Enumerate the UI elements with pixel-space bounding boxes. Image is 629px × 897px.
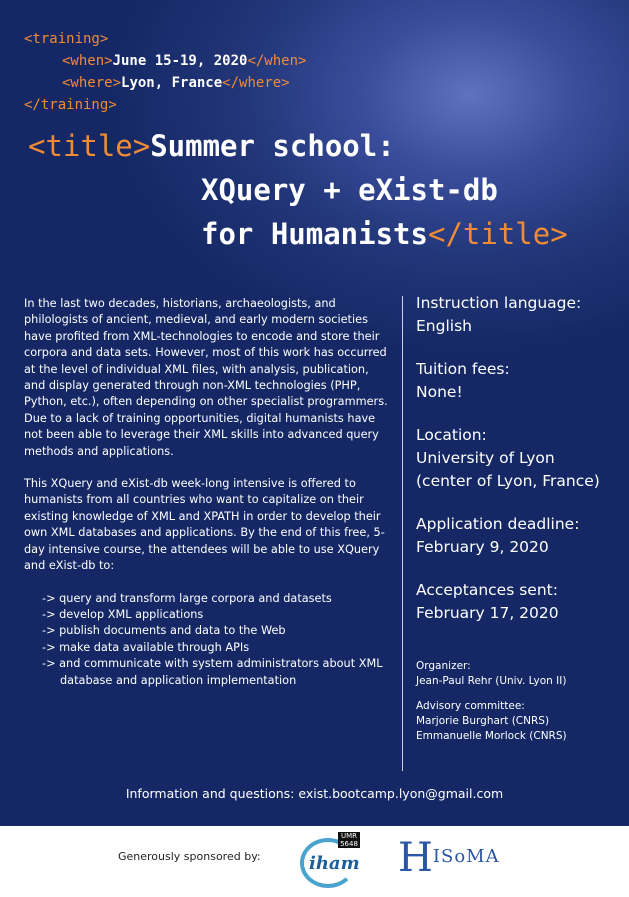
event-xml-header — [24, 28, 306, 116]
contact-line: Information and questions: exist.bootcamp.lyon@gmail.com — [125, 786, 504, 801]
umr-badge: UMR 5648 — [338, 832, 360, 848]
poster-title — [28, 124, 568, 256]
advisory-committee: Advisory committee: Marjorie Burghart (CNRS) Emmanuelle Morlock (CNRS) — [416, 700, 567, 742]
iham-logo: iham UMR 5648 — [300, 832, 362, 888]
when-line: <when>June 15-19, 2020</when> — [62, 53, 307, 69]
description-column — [24, 296, 390, 689]
paragraph-intro: In the last two decades, historians, archaeologists, and philologists of ancient, medieval, and early modern societies have profited from XML-technologies to encode and store their corpora and data sets. However, most of this work has occurred at the level of individual XML files, with analysis, publication, and display generated through non-XML technologies (PHP, Python, etc.), often depending on other specialist programmers. Due to a lack of training opportunities, digital humanists have not been able to leverage their XML skills into advanced query methods and applications. — [24, 297, 388, 458]
info-column — [416, 292, 622, 754]
info-acceptances: Acceptances sent: February 17, 2020 — [416, 581, 559, 622]
title-line-3: for Humanists</title> — [201, 217, 568, 251]
info-location: Location: University of Lyon (center of Lyon, France) — [416, 426, 600, 490]
event-dates: June 15-19, 2020 — [112, 53, 248, 69]
training-close-tag: </training> — [24, 97, 117, 113]
hisoma-logo: HISoMA — [398, 835, 500, 881]
sponsor-label: Generously sponsored by: — [118, 850, 261, 863]
sponsor-footer — [0, 826, 629, 897]
info-deadline: Application deadline: February 9, 2020 — [416, 515, 580, 556]
list-item: -> query and transform large corpora and datasets — [42, 591, 332, 605]
paragraph-course: This XQuery and eXist-db week-long intensive is offered to humanists from all countries who want to capitalize on their existing knowledge of XML and XPATH in order to develop their own XML databases and applications. By the end of this free, 5-day intensive course, the attendees will be able to use XQuery and eXist-db to: — [24, 477, 385, 573]
event-place: Lyon, France — [121, 75, 223, 91]
list-item: -> and communicate with system administrators about XML database and application implementation — [42, 657, 383, 687]
column-divider — [402, 296, 403, 771]
title-line-2: XQuery + eXist-db — [201, 173, 498, 207]
where-line: <where>Lyon, France</where> — [62, 75, 290, 91]
training-open-tag: <training> — [24, 31, 109, 47]
list-item: -> make data available through APIs — [42, 640, 250, 654]
outcomes-list — [24, 591, 390, 689]
list-item: -> publish documents and data to the Web — [42, 624, 286, 638]
list-item: -> develop XML applications — [42, 607, 204, 621]
info-fees: Tuition fees: None! — [416, 360, 510, 401]
info-language: Instruction language: English — [416, 294, 582, 335]
organizer: Organizer: Jean-Paul Rehr (Univ. Lyon II) — [416, 660, 567, 687]
title-line-1: <title>Summer school: — [28, 129, 395, 163]
